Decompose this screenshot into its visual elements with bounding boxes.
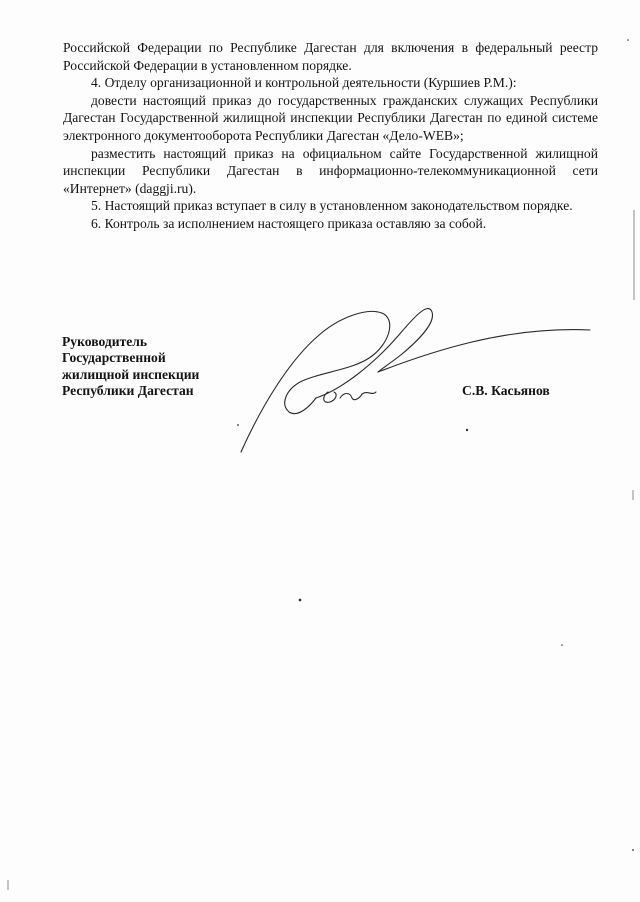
paragraph-item-4: 4. Отделу организационной и контрольной деятельности (Куршиев Р.М.): (91, 75, 517, 91)
signatory-title-line: Руководитель (62, 334, 148, 349)
signatory-title-line: жилищной инспекции (62, 366, 200, 382)
signatory-name: С.В. Касьянов (462, 383, 550, 398)
paragraph-registry: Российской Федерации по Республике Дагестан для включения в федеральный реестр Российской Федерации в установленном порядке. (63, 40, 598, 73)
paragraph-publish: разместить настоящий приказ на официальном сайте Государственной жилищной инспекции Республики Дагестан в информационно-телекоммуникационной сети «Интернет» (daggji.ru). (63, 145, 598, 196)
paragraph-item-6: 6. Контроль за исполнением настоящего приказа оставляю за собой. (91, 215, 487, 231)
signatory-title-line: Государственной (62, 350, 166, 366)
paragraph-item-5: 5. Настоящий приказ вступает в силу в установленном законодательством порядке. (91, 198, 573, 214)
paragraph-distribute: довести настоящий приказ до государственных гражданских служащих Республики Дагестан Государственной жилищной инспекции Республики Дагестан по единой системе электронного документооборота Республики Дагестан «Дело-WEB»; (63, 92, 598, 143)
signatory-title-line: Республики Дагестан (62, 383, 194, 399)
